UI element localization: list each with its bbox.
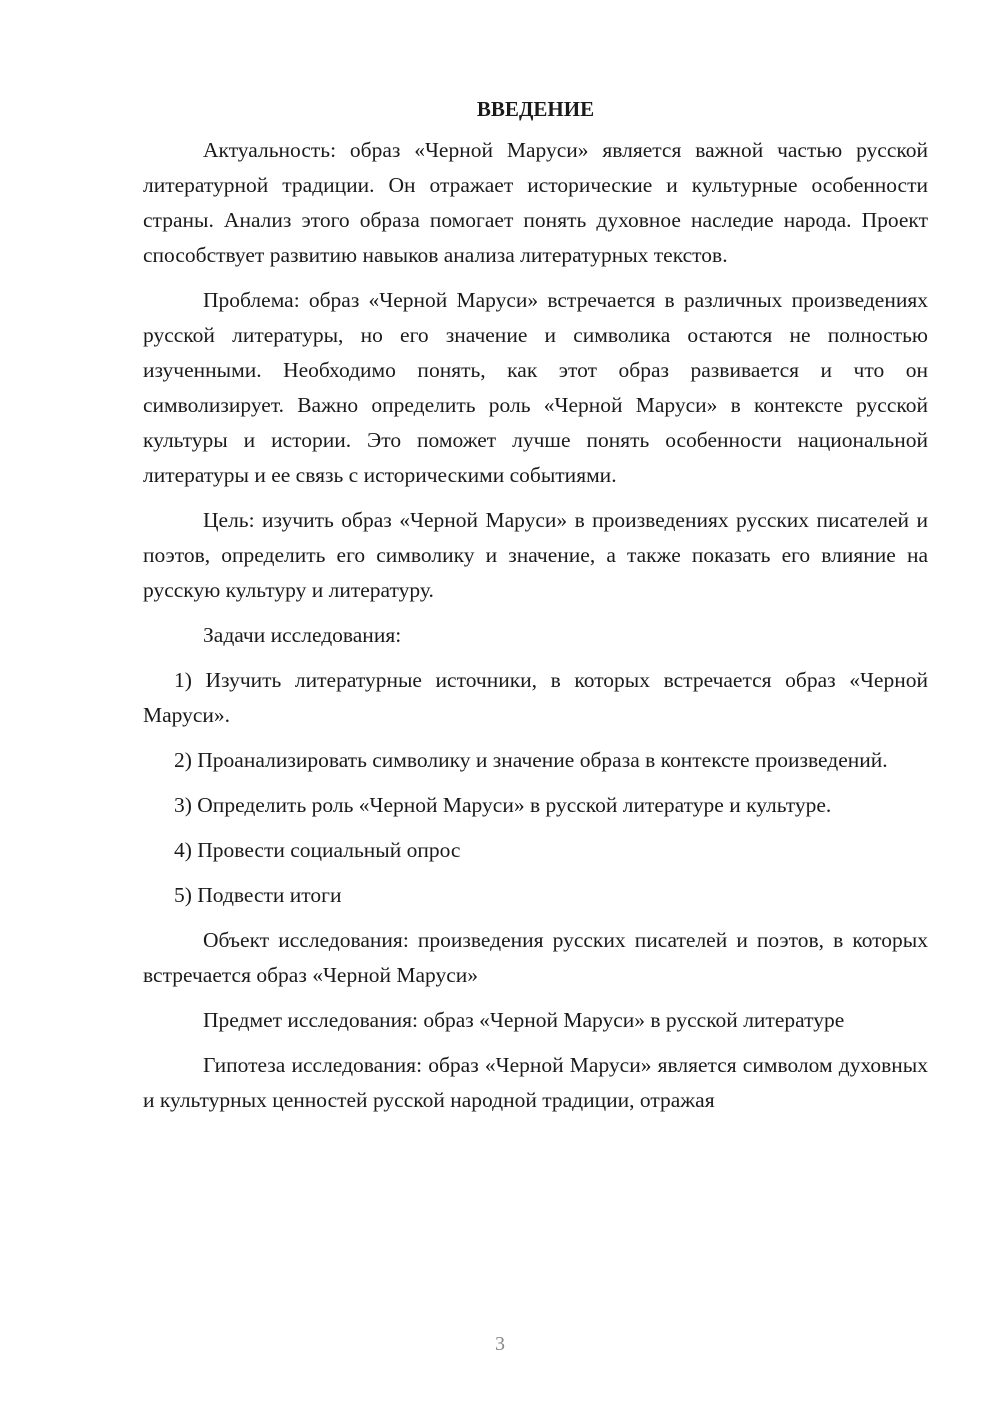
document-page bbox=[143, 92, 928, 1128]
goal-paragraph: Цель: изучить образ «Черной Маруси» в произведениях русских писателей и поэтов, определить его символику и значение, а также показать его влияние на русскую культуру и литературу. bbox=[143, 508, 928, 602]
hypothesis-paragraph: Гипотеза исследования: образ «Черной Маруси» является символом духовных и культурных ценностей русской народной традиции, отражая bbox=[143, 1053, 928, 1112]
tasks-heading: Задачи исследования: bbox=[203, 623, 402, 647]
object-paragraph: Объект исследования: произведения русских писателей и поэтов, в которых встречается образ «Черной Маруси» bbox=[143, 928, 928, 987]
problem-paragraph: Проблема: образ «Черной Маруси» встречается в различных произведениях русской литературы, но его значение и символика остаются не полностью изученными. Необходимо понять, как этот образ развивается и что он символизирует. Важно определить роль «Черной Маруси» в контексте русской культуры и истории. Это поможет лучше понять особенности национальной литературы и ее связь с историческими событиями. bbox=[143, 288, 928, 487]
task-item-1: 1) Изучить литературные источники, в которых встречается образ «Черной Маруси». bbox=[143, 668, 928, 727]
subject-paragraph: Предмет исследования: образ «Черной Маруси» в русской литературе bbox=[203, 1008, 845, 1032]
task-item-3: 3) Определить роль «Черной Маруси» в русской литературе и культуре. bbox=[174, 793, 832, 817]
relevance-paragraph: Актуальность: образ «Черной Маруси» является важной частью русской литературной традиции. Он отражает исторические и культурные особенности страны. Анализ этого образа помогает понять духовное наследие народа. Проект способствует развитию навыков анализа литературных текстов. bbox=[143, 138, 928, 267]
task-item-2: 2) Проанализировать символику и значение образа в контексте произведений. bbox=[174, 748, 888, 772]
task-item-5: 5) Подвести итоги bbox=[174, 883, 342, 907]
page-title: ВВЕДЕНИЕ bbox=[476, 97, 595, 121]
task-item-4: 4) Провести социальный опрос bbox=[174, 838, 461, 862]
page-number: 3 bbox=[495, 1333, 505, 1355]
